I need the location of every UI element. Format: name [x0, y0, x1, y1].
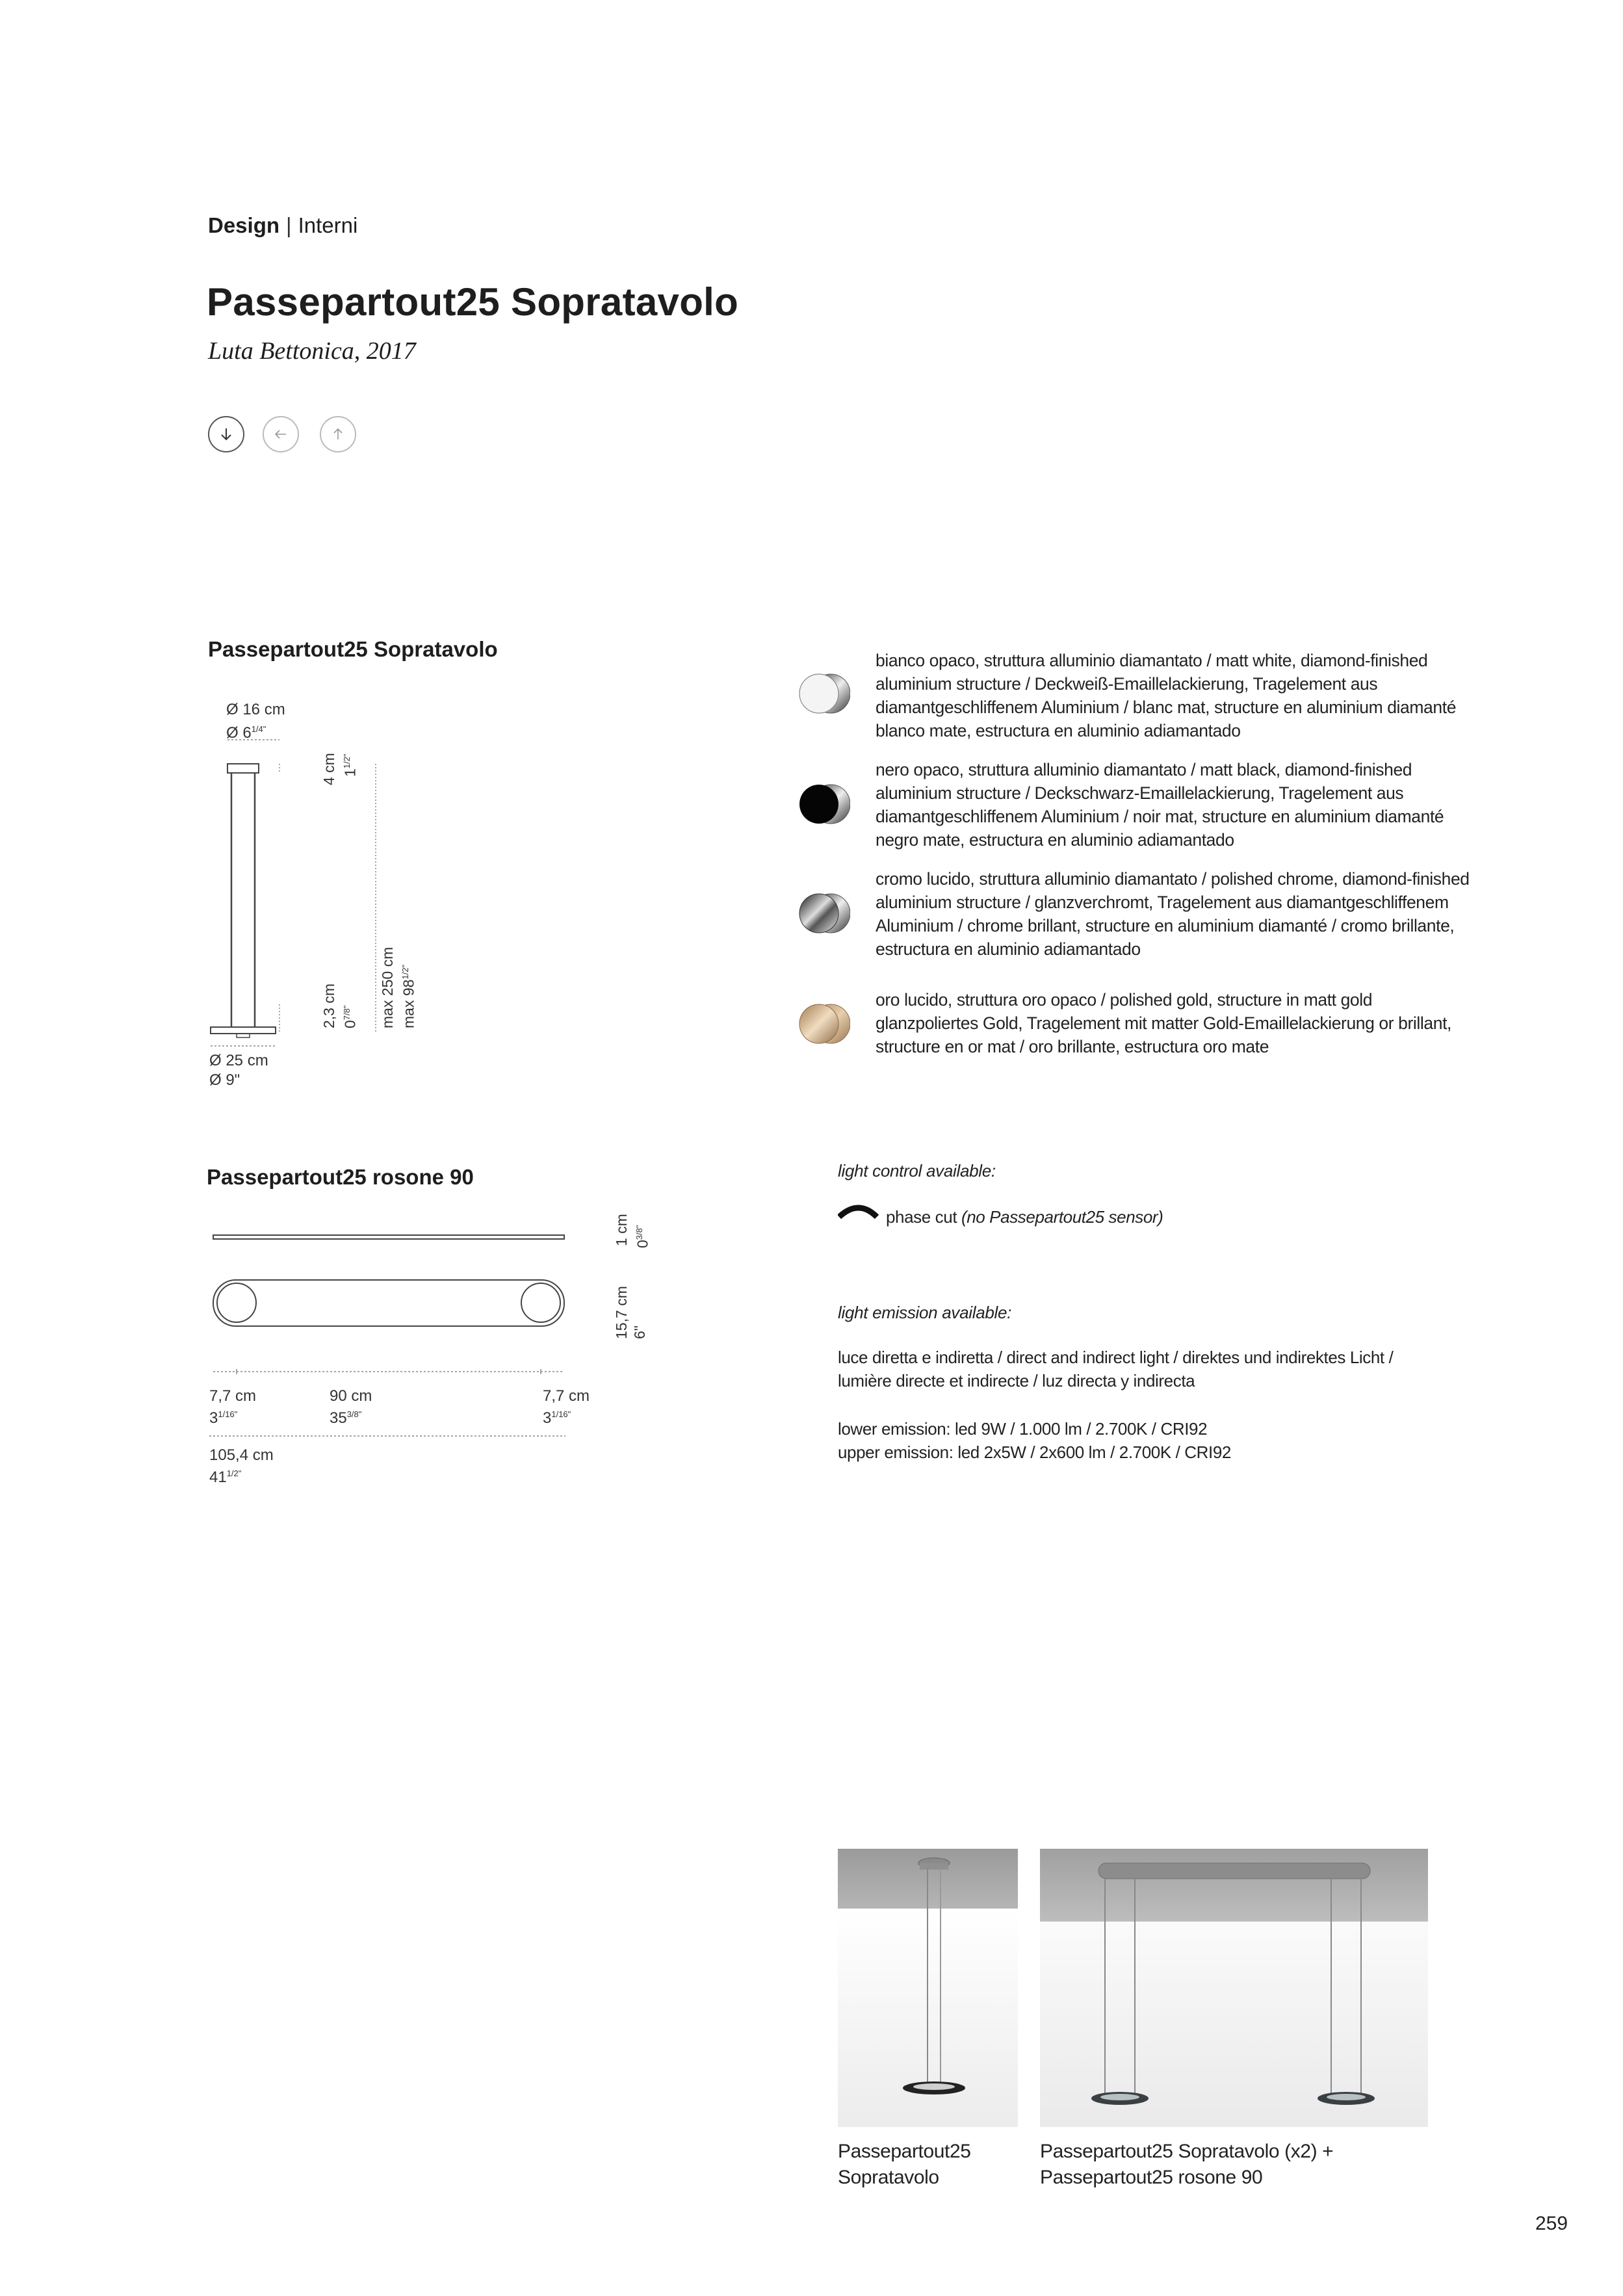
bottom-diameter-cm: Ø 25 cm	[209, 1052, 268, 1069]
rosone-width-in: 6"	[631, 1325, 648, 1339]
rosone-right-in: $3^{1/16"}$	[543, 1409, 571, 1427]
company-name: Interni	[298, 213, 358, 237]
top-button[interactable]	[320, 416, 356, 452]
phase-cut-label: phase cut (no Passepartout25 sensor)	[886, 1207, 1163, 1227]
rosone-total-line	[209, 1434, 573, 1438]
max-length-cm: max 250 cm	[379, 946, 396, 1028]
base-height-cm: 2,3 cm	[320, 983, 337, 1028]
arrow-left-icon	[272, 425, 290, 443]
light-emission-heading: light emission available:	[838, 1303, 1012, 1322]
designer-year: Luta Bettonica, 2017	[208, 337, 416, 365]
rosone-thickness-in: $0^{3/8"}$	[634, 1225, 651, 1248]
lower-emission: lower emission: led 9W / 1.000 lm / 2.700K / CRI92	[838, 1419, 1208, 1439]
base-height-in: $0^{7/8"}$	[341, 1005, 359, 1028]
brand-name: Design	[208, 213, 280, 237]
phase-cut-note: (no Passepartout25 sensor)	[961, 1207, 1163, 1227]
rosone-section-title: Passepartout25 rosone 90	[207, 1165, 474, 1189]
rosone-center-cm: 90 cm	[330, 1387, 372, 1405]
sopratavolo-section-title: Passepartout25 Sopratavolo	[208, 637, 498, 661]
rosone-profile	[213, 1235, 564, 1239]
photo-caption-combo: Passepartout25 Sopratavolo (x2) + Passepartout25 rosone 90	[1040, 2141, 1334, 2188]
max-length-in: $\max 98^{1/2"}$	[400, 964, 417, 1028]
page-number: 259	[1535, 2213, 1568, 2234]
phase-cut-icon	[838, 1203, 879, 1222]
rosone-total-in: $41^{1/2"}$	[209, 1468, 242, 1486]
top-diameter-in: Ø $6^{1/4"}$	[226, 724, 266, 742]
top-disc	[227, 764, 259, 773]
finish-swatch-chrome	[798, 891, 850, 936]
top-diameter-cm: Ø 16 cm	[226, 701, 285, 718]
photo-caption-single: Passepartout25 Sopratavolo	[838, 2141, 971, 2188]
arrow-up-icon	[329, 425, 347, 443]
download-button[interactable]	[208, 416, 244, 452]
finish-text-gold: oro lucido, struttura oro opaco / polished gold, structure in matt gold glanzpoliertes Gold, Tragelement mit matter Gold-Emaillelackierung or brillant, structure en or mat / oro brillante, estructura oro mate	[876, 990, 1451, 1056]
page-title: Passepartout25 Sopratavolo	[207, 280, 739, 324]
rosone-thickness-cm: 1 cm	[613, 1214, 630, 1246]
top-height-cm: 4 cm	[320, 753, 337, 785]
finish-text-white: bianco opaco, struttura alluminio diamantato / matt white, diamond-finished aluminium structure / Deckweiß-Emaillelackierung, Tragelement aus diamantgeschliffenem Aluminium / blanc mat, structure en aluminium diamanté blanco mate, estructura en aluminio adiamantado	[876, 651, 1457, 740]
base-disc	[211, 1027, 276, 1034]
brand-separator: |	[286, 213, 292, 237]
finish-swatch-black	[798, 781, 850, 827]
bottom-diameter-in: Ø 9"	[209, 1071, 240, 1089]
brand-line	[208, 213, 357, 238]
rosone-drawing	[208, 1222, 572, 1385]
download-icon	[217, 425, 235, 443]
finish-text-black: nero opaco, struttura alluminio diamantato / matt black, diamond-finished aluminium structure / Deckschwarz-Emaillelackierung, Tragelement aus diamantgeschliffenem Aluminium / noir mat, structure en aluminium diamanté negro mate, estructura en aluminio adiamantado	[876, 760, 1444, 850]
product-photo-single	[838, 1849, 1018, 2127]
rosone-center-in: $35^{3/8"}$	[330, 1409, 362, 1427]
upper-emission: upper emission: led 2x5W / 2x600 lm / 2.700K / CRI92	[838, 1442, 1231, 1462]
top-height-in: $1^{1/2"}$	[341, 753, 359, 777]
finish-text-chrome: cromo lucido, struttura alluminio diamantato / polished chrome, diamond-finished aluminium structure / glanzverchromt, Tragelement aus diamantgeschliffenem Aluminium / chrome brillant, structure en aluminium diamanté / cromo brillante, estructura en aluminio adiamantado	[876, 869, 1470, 959]
rosone-total-cm: 105,4 cm	[209, 1446, 274, 1464]
emission-line-1: luce diretta e indiretta / direct and indirect light / direktes und indirektes Licht /	[838, 1348, 1394, 1367]
finish-swatch-gold	[798, 1001, 850, 1047]
back-button[interactable]	[263, 416, 299, 452]
product-photo-combo	[1040, 1849, 1428, 2127]
rosone-plan	[213, 1280, 564, 1326]
rosone-right-hole	[521, 1283, 560, 1322]
rosone-left-hole	[217, 1283, 256, 1322]
rosone-left-in: $3^{1/16"}$	[209, 1409, 238, 1427]
finish-swatch-white	[798, 671, 850, 716]
rosone-right-cm: 7,7 cm	[543, 1387, 590, 1405]
rosone-width-cm: 15,7 cm	[613, 1286, 630, 1339]
emission-line-2: lumière directe et indirecte / luz directa y indirecta	[838, 1371, 1195, 1390]
rosone-left-cm: 7,7 cm	[209, 1387, 257, 1405]
light-control-heading: light control available:	[838, 1161, 996, 1181]
